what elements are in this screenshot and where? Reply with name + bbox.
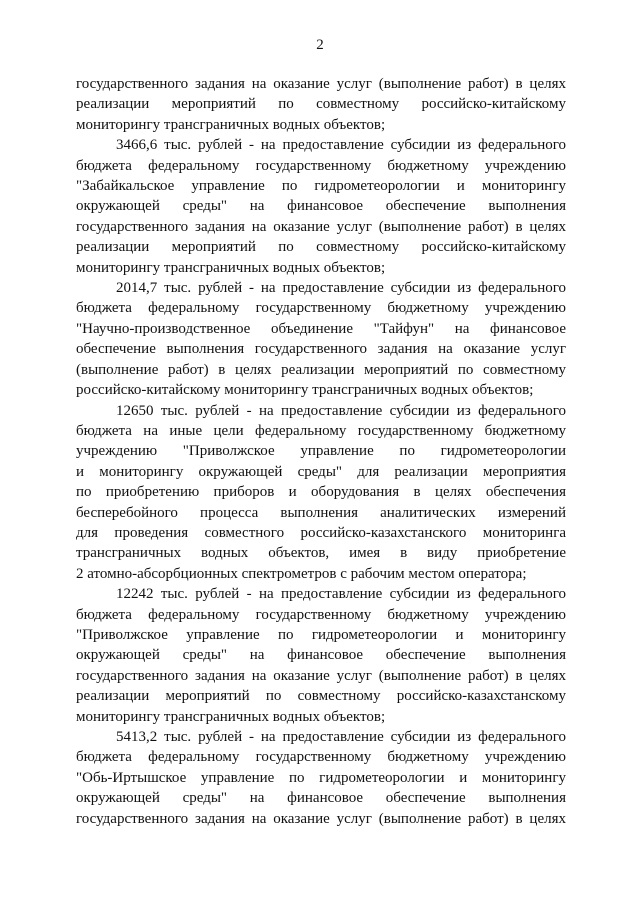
text-line: государственного задания на оказание услуг (выполнение работ) в целях [76, 810, 566, 827]
text-line: государственного задания на оказание услуг (выполнение работ) в целях [76, 76, 566, 92]
document-body [76, 74, 566, 829]
text-line: (выполнение работ) в целях реализации мероприятий по совместному [76, 361, 566, 378]
text-line: бюджета федеральному государственному бюджетному учреждению [76, 606, 566, 623]
text-line: реализации мероприятий по совместному российско-китайскому [76, 96, 566, 113]
text-line: государственного задания на оказание услуг (выполнение работ) в целях [76, 218, 566, 235]
text-line: мониторингу трансграничных водных объектов; [76, 116, 386, 133]
text-line: бесперебойного процесса выполнения аналитических измерений [76, 504, 566, 521]
text-line: реализации мероприятий по совместному российско-казахстанскому [76, 688, 566, 705]
text-line: 12650 тыс. рублей - на предоставление субсидии из федерального [116, 402, 566, 419]
text-line: "Обь-Иртышское управление по гидрометеорологии и мониторингу [76, 769, 566, 786]
text-line: и мониторингу окружающей среды" для реализации мероприятия [76, 463, 566, 480]
text-line: обеспечение выполнения государственного задания на оказание услуг [76, 341, 566, 358]
text-line: бюджета федеральному государственному бюджетному учреждению [76, 749, 566, 766]
text-line: 2 атомно-абсорбционных спектрометров с рабочим местом оператора; [76, 565, 527, 582]
text-line: по приобретению приборов и оборудования в целях обеспечения [76, 484, 566, 501]
text-line: 5413,2 тыс. рублей - на предоставление субсидии из федерального [116, 729, 566, 745]
text-line: бюджета федеральному государственному бюджетному учреждению [76, 300, 566, 317]
text-line: "Забайкальское управление по гидрометеорологии и мониторингу [76, 178, 566, 195]
text-line: мониторингу трансграничных водных объектов; [76, 259, 386, 276]
text-line: учреждению "Приволжское управление по гидрометеорологии [76, 443, 566, 460]
text-line: государственного задания на оказание услуг (выполнение работ) в целях [76, 667, 566, 684]
text-line: окружающей среды" на финансовое обеспечение выполнения [76, 198, 566, 215]
text-line: окружающей среды" на финансовое обеспечение выполнения [76, 790, 566, 807]
text-line: "Научно-производственное объединение "Тайфун" на финансовое [76, 320, 566, 337]
text-line: бюджета на иные цели федеральному государственному бюджетному [76, 422, 566, 439]
text-line: 2014,7 тыс. рублей - на предоставление субсидии из федерального [116, 280, 566, 297]
text-line: мониторингу трансграничных водных объектов; [76, 708, 386, 725]
text-line: окружающей среды" на финансовое обеспечение выполнения [76, 647, 566, 664]
text-line: 3466,6 тыс. рублей - на предоставление субсидии из федерального [116, 137, 566, 154]
text-line: бюджета федеральному государственному бюджетному учреждению [76, 157, 566, 174]
page-number: 2 [316, 37, 324, 53]
text-line: реализации мероприятий по совместному российско-китайскому [76, 239, 566, 256]
text-line: для проведения совместного российско-казахстанского мониторинга [76, 524, 566, 541]
text-line: 12242 тыс. рублей - на предоставление субсидии из федерального [116, 586, 566, 603]
text-line: российско-китайскому мониторингу трансграничных водных объектов; [76, 382, 534, 399]
text-line: трансграничных водных объектов, имея в виду приобретение [76, 545, 566, 562]
text-line: "Приволжское управление по гидрометеорологии и мониторингу [76, 626, 566, 643]
